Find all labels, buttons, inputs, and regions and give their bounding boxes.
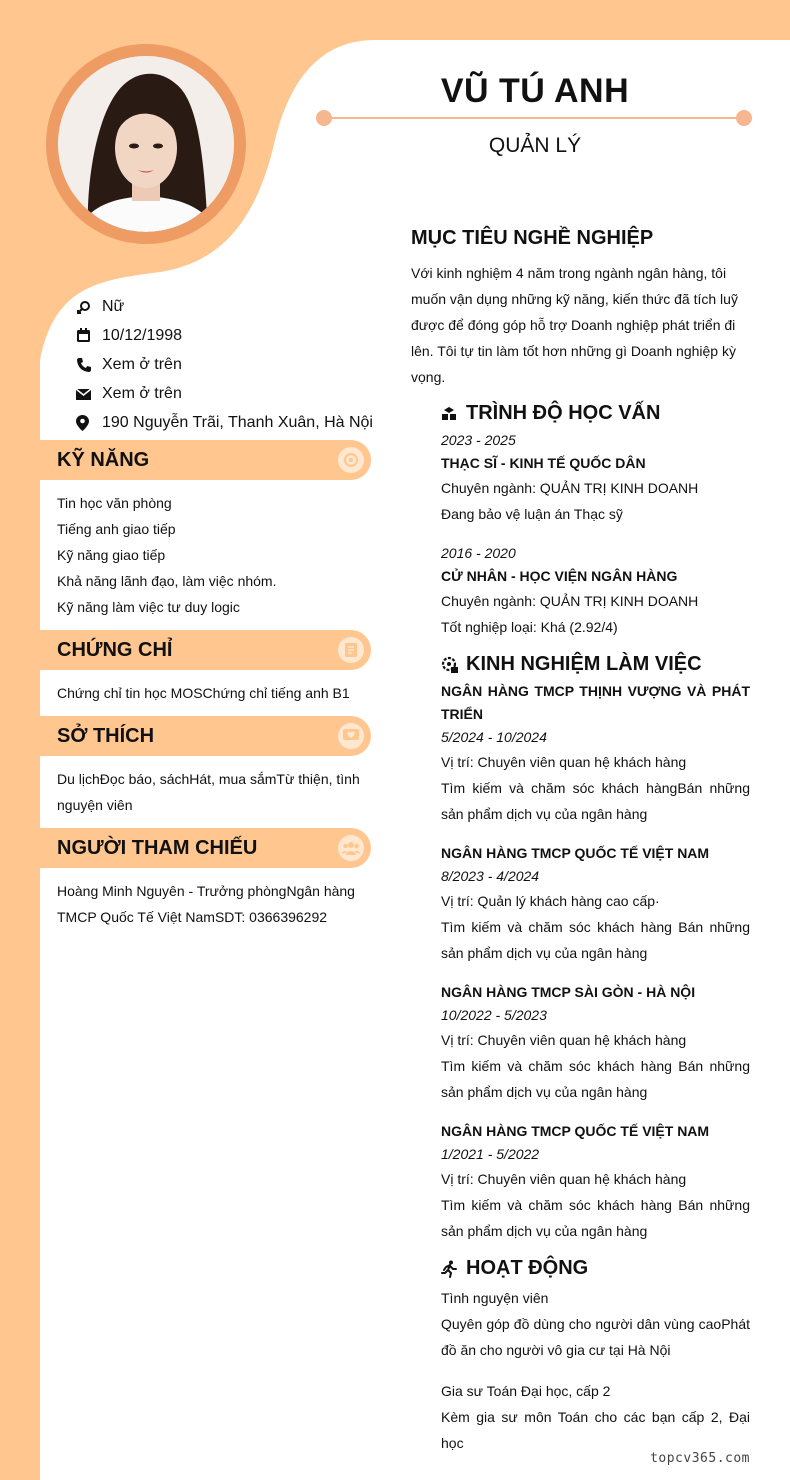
experience-desc: Tìm kiếm và chăm sóc khách hàng Bán những sản phẩm dịch vụ của ngân hàng — [441, 1058, 750, 1100]
location-icon — [76, 415, 102, 431]
name-divider — [323, 117, 745, 119]
certs-header — [40, 630, 371, 670]
skill-item: Kỹ năng giao tiếp — [57, 547, 166, 563]
heart-icon — [338, 723, 364, 749]
candidate-role: QUẢN LÝ — [488, 134, 582, 157]
avatar — [58, 56, 234, 232]
calendar-icon — [76, 328, 102, 343]
contact-email-text[interactable]: Xem ở trên — [102, 384, 182, 402]
experience-item-2 — [441, 842, 750, 966]
contact-birthday — [76, 321, 376, 350]
skills-header — [40, 440, 371, 480]
education-header — [441, 402, 660, 425]
activity-name: Tình nguyện viên — [441, 1290, 549, 1306]
people-icon — [338, 835, 364, 861]
hobbies-title: SỞ THÍCH — [57, 725, 155, 747]
contact-address — [76, 408, 376, 437]
objective-title: MỤC TIÊU NGHỀ NGHIỆP — [411, 227, 654, 249]
contact-address-text: 190 Nguyễn Trãi, Thanh Xuân, Hà Nội — [102, 413, 373, 431]
experience-position: Vị trí: Chuyên viên quan hệ khách hàng — [441, 1032, 687, 1048]
education-title: TRÌNH ĐỘ HỌC VẤN — [466, 402, 661, 424]
experience-position: Vị trí: Quản lý khách hàng cao cấp· — [441, 893, 660, 909]
activities-title: HOẠT ĐỘNG — [466, 1257, 589, 1279]
references-text: Hoàng Minh Nguyên - Trưởng phòngNgân hàng TMCP Quốc Tế Việt NamSDT: 0366396292 — [57, 883, 355, 925]
contact-phone-text[interactable]: Xem ở trên — [102, 355, 182, 373]
experience-company: NGÂN HÀNG TMCP QUỐC TẾ VIỆT NAM — [441, 845, 710, 861]
experience-desc: Tìm kiếm và chăm sóc khách hàngBán những sản phẩm dịch vụ của ngân hàng — [441, 780, 750, 822]
running-icon — [441, 1260, 466, 1278]
hobbies-text: Du lịchĐọc báo, sáchHát, mua sắmTừ thiện, tình nguyện viên — [57, 771, 360, 813]
experience-date: 5/2024 - 10/2024 — [441, 729, 547, 745]
contact-info — [76, 292, 376, 437]
divider-dot-left — [316, 110, 332, 126]
experience-desc: Tìm kiếm và chăm sóc khách hàng Bán những sản phẩm dịch vụ của ngân hàng — [441, 1197, 750, 1239]
candidate-name: VŨ TÚ ANH — [440, 72, 630, 110]
phone-icon — [76, 357, 102, 373]
activity-item-1 — [441, 1285, 750, 1363]
certificate-icon — [338, 637, 364, 663]
education-note: Tốt nghiệp loại: Khá (2.92/4) — [441, 619, 618, 635]
contact-birthday-text: 10/12/1998 — [102, 326, 183, 344]
contact-phone — [76, 350, 376, 379]
skills-icon — [338, 447, 364, 473]
references-header — [40, 828, 371, 868]
experience-date: 1/2021 - 5/2022 — [441, 1146, 540, 1162]
hobbies-header — [40, 716, 371, 756]
education-item-2 — [441, 542, 750, 640]
education-school: CỬ NHÂN - HỌC VIỆN NGÂN HÀNG — [441, 568, 678, 584]
education-note: Đang bảo vệ luận án Thạc sỹ — [441, 506, 623, 522]
skill-item: Kỹ năng làm việc tư duy logic — [57, 599, 240, 615]
portrait-photo — [58, 56, 234, 232]
education-school: THẠC SĨ - KINH TẾ QUỐC DÂN — [441, 455, 646, 471]
activity-name: Gia sư Toán Đại học, cấp 2 — [441, 1383, 611, 1399]
experience-company: NGÂN HÀNG TMCP SÀI GÒN - HÀ NỘI — [441, 984, 696, 1000]
experience-company: NGÂN HÀNG TMCP THỊNH VƯỢNG VÀ PHÁT TRIỂN — [441, 683, 750, 722]
education-date: 2016 - 2020 — [441, 545, 516, 561]
experience-date: 8/2023 - 4/2024 — [441, 868, 540, 884]
experience-desc: Tìm kiếm và chăm sóc khách hàng Bán những sản phẩm dịch vụ của ngân hàng — [441, 919, 750, 961]
certs-title: CHỨNG CHỈ — [57, 639, 173, 661]
activity-desc: Kèm gia sư môn Toán cho các bạn cấp 2, Đại học — [441, 1409, 750, 1451]
references-title: NGƯỜI THAM CHIẾU — [57, 837, 258, 859]
divider-dot-right — [736, 110, 752, 126]
contact-gender-text: Nữ — [102, 297, 125, 315]
experience-item-1 — [441, 680, 750, 827]
activity-desc: Quyên góp đồ dùng cho người dân vùng caoPhát đồ ăn cho người vô gia cư tại Hà Nội — [441, 1316, 750, 1358]
contact-gender — [76, 292, 376, 321]
experience-title: KINH NGHIỆM LÀM VIỆC — [466, 653, 702, 675]
education-major: Chuyên ngành: QUẢN TRỊ KINH DOANH — [441, 593, 699, 609]
experience-item-4 — [441, 1120, 750, 1244]
education-major: Chuyên ngành: QUẢN TRỊ KINH DOANH — [441, 480, 699, 496]
experience-company: NGÂN HÀNG TMCP QUỐC TẾ VIỆT NAM — [441, 1123, 710, 1139]
experience-position: Vị trí: Chuyên viên quan hệ khách hàng — [441, 754, 687, 770]
certs-text: Chứng chỉ tin học MOSChứng chỉ tiếng anh B1 — [57, 685, 350, 701]
experience-position: Vị trí: Chuyên viên quan hệ khách hàng — [441, 1171, 687, 1187]
mail-icon — [76, 388, 102, 400]
experience-item-3 — [441, 981, 750, 1105]
gender-icon — [76, 299, 102, 315]
activities-header — [441, 1257, 588, 1280]
objective-text: Với kinh nghiệm 4 năm trong ngành ngân hàng, tôi muốn vận dụng những kỹ năng, kiến thức đã tích luỹ được để đóng góp hỗ trợ Doanh nghiệp phát triển đi lên. Tôi tự tin làm tốt hơn những gì Doanh nghiệp kỳ vọng. — [411, 265, 738, 385]
footer-brand[interactable]: topcv365.com — [650, 1451, 750, 1466]
experience-date: 10/2022 - 5/2023 — [441, 1007, 547, 1023]
skill-item: Khả năng lãnh đạo, làm việc nhóm. — [57, 573, 277, 589]
skill-item: Tiếng anh giao tiếp — [57, 521, 176, 537]
education-date: 2023 - 2025 — [441, 432, 516, 448]
experience-header — [441, 653, 702, 676]
skills-title: KỸ NĂNG — [57, 449, 150, 471]
skills-list — [57, 490, 367, 620]
education-icon — [441, 406, 466, 422]
experience-icon — [441, 656, 466, 674]
contact-email — [76, 379, 376, 408]
education-item-1 — [441, 429, 750, 527]
activity-item-2 — [441, 1378, 750, 1456]
skill-item: Tin học văn phòng — [57, 495, 172, 511]
